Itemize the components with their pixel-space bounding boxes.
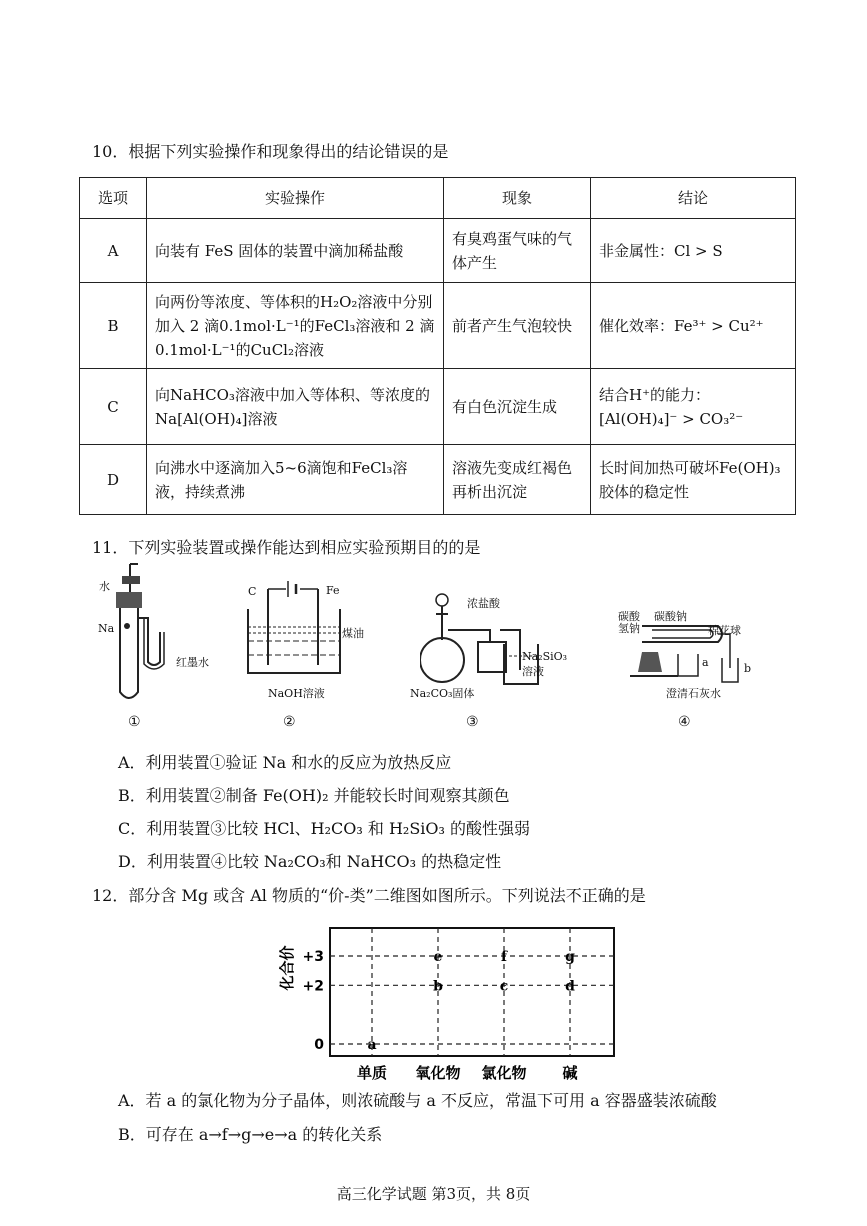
label-conc-hcl: 浓盐酸 [467,597,500,610]
row-option: B [80,283,147,369]
table-row [80,445,796,515]
row-conclusion: 催化效率：Fe³⁺ > Cu²⁺ [591,283,796,369]
label-solution: 溶液 [522,665,544,678]
apparatus-1-sodium-water [92,562,222,712]
chart-point-g: g [565,949,575,965]
chart-point-e: e [433,949,443,965]
row-option: A [80,219,147,283]
label-sodium: Na [98,622,115,635]
row-option: D [80,445,147,515]
valence-class-chart [276,920,626,1085]
chart-x-tick-label: 单质 [356,1064,388,1082]
header-conclusion: 结论 [591,178,796,219]
header-phenomenon: 现象 [444,178,591,219]
chart-y-tick-label: 0 [314,1037,324,1053]
chart-y-tick-label: +2 [302,978,324,995]
table-row [80,283,796,369]
label-cotton-ball: 棉花球 [708,624,741,637]
table-header-row [80,178,796,219]
label-na2sio3: Na₂SiO₃ [522,650,568,663]
header-operation: 实验操作 [147,178,444,219]
figure-number-1: ① [128,714,141,730]
row-conclusion: 非金属性：Cl > S [591,219,796,283]
chart-point-c: c [499,978,509,995]
chart-point-a: a [367,1037,377,1053]
row-phenomenon: 有白色沉淀生成 [444,369,591,445]
row-operation: 向NaHCO₃溶液中加入等体积、等浓度的Na[Al(OH)₄]溶液 [147,369,444,445]
q11-choice-d: D．利用装置④比较 Na₂CO₃和 NaHCO₃ 的热稳定性 [118,852,502,871]
table-row [80,369,796,445]
chart-y-axis-label: 化合价 [278,945,296,991]
label-a: a [702,656,709,669]
label-iron: Fe [326,584,340,597]
q11-choice-a: A．利用装置①验证 Na 和水的反应为放热反应 [118,753,452,772]
label-na2co3-solid: Na₂CO₃固体 [410,687,475,700]
label-carbon: C [248,585,257,598]
label-nahco3-a: 碳酸 [618,610,640,623]
label-b: b [744,662,752,675]
q12-choice-a: A．若 a 的氯化物为分子晶体，则浓硫酸与 a 不反应，常温下可用 a 容器盛装浓硫酸 [118,1091,717,1110]
label-nahco3-b: 氢钠 [618,622,640,635]
label-limewater: 澄清石灰水 [666,687,721,700]
row-phenomenon: 溶液先变成红褐色再析出沉淀 [444,445,591,515]
chart-point-b: b [433,978,443,995]
q12-choice-b: B．可存在 a→f→g→e→a 的转化关系 [118,1125,383,1144]
label-water: 水 [99,580,110,593]
figure-number-3: ③ [466,714,479,730]
q11-choice-b: B．利用装置②制备 Fe(OH)₂ 并能较长时间观察其颜色 [118,786,510,805]
chart-x-tick-label: 氯化物 [481,1064,527,1082]
label-red-ink: 红墨水 [176,656,209,669]
q11-choice-c: C．利用装置③比较 HCl、H₂CO₃ 和 H₂SiO₃ 的酸性强弱 [118,819,531,838]
chart-x-tick-label: 氧化物 [415,1064,461,1082]
figure-number-4: ④ [678,714,691,730]
chart-y-tick-label: +3 [302,949,324,965]
row-conclusion: 结合H⁺的能力：[Al(OH)₄]⁻ > CO₃²⁻ [591,369,796,445]
row-option: C [80,369,147,445]
header-option: 选项 [80,178,147,219]
row-operation: 向装有 FeS 固体的装置中滴加稀盐酸 [147,219,444,283]
figure-number-2: ② [283,714,296,730]
row-operation: 向沸水中逐滴加入5~6滴饱和FeCl₃溶液，持续煮沸 [147,445,444,515]
row-phenomenon: 前者产生气泡较快 [444,283,591,369]
chart-x-tick-label: 碱 [562,1064,578,1082]
label-naoh-solution: NaOH溶液 [268,687,325,700]
page-footer: 高三化学试题 第3页，共 8页 [336,1185,531,1203]
q10-title: 10．根据下列实验操作和现象得出的结论错误的是 [92,142,449,161]
label-kerosene: 煤油 [342,627,364,640]
chart-point-d: d [565,978,575,995]
row-operation: 向两份等浓度、等体积的H₂O₂溶液中分别加入 2 滴0.1mol·L⁻¹的FeCl₃溶液和 2 滴0.1mol·L⁻¹的CuCl₂溶液 [147,283,444,369]
q11-title: 11．下列实验装置或操作能达到相应实验预期目的的是 [92,538,481,557]
q12-title: 12．部分含 Mg 或含 Al 物质的“价-类”二维图如图所示。下列说法不正确的是 [92,886,646,905]
table-row [80,219,796,283]
row-conclusion: 长时间加热可破坏Fe(OH)₃胶体的稳定性 [591,445,796,515]
row-phenomenon: 有臭鸡蛋气味的气体产生 [444,219,591,283]
label-na2co3: 碳酸钠 [654,610,687,623]
chart-point-f: f [500,949,508,965]
q10-table [79,177,796,515]
